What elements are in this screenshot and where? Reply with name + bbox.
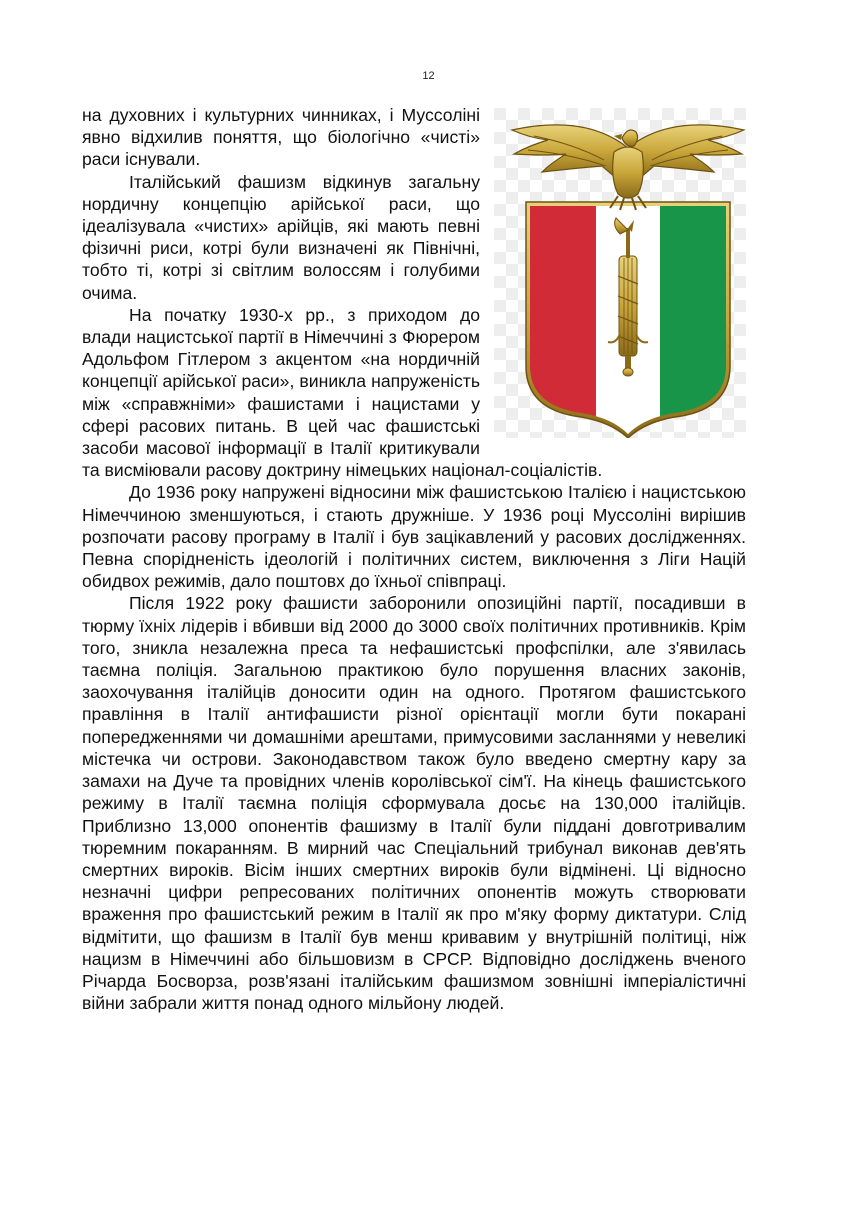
document-body xyxy=(82,104,746,1014)
paragraph-3: На початку 1930-х рр., з приходом до влади нацистської партії в Німеччині з Фюрером Адольфом Гітлером з акцентом «на нордичній концепції арійської раси», виникла напруженість між «справжніми» фашистами і нацистами у сфері расових питань. В цей час фашистські засоби масової інформації в Італії критикували та висміювали расову доктрину німецьких націонал-соціалістів. xyxy=(82,304,603,481)
coat-of-arms-graphic xyxy=(494,108,746,438)
paragraph-4: До 1936 року напружені відносини між фашистською Італією і нацистською Німеччиною зменшуються, і стають дружніше. У 1936 році Муссоліні вирішив розпочати расову програму в Італії і був зацікавлений у расових дослідженнях. Певна спорідненість ідеологій і політичних систем, виключення з Ліги Націй обидвох режимів, дало поштовх до їхньої співпраці. xyxy=(82,482,746,592)
paragraph-5: Після 1922 року фашисти заборонили опозиційні партії, посадивши в тюрму їхніх лідерів і вбивши від 2000 до 3000 своїх політичних противників. Крім того, зникла незалежна преса та нефашистські профспілки, але з'явилась таємна поліція. Загальною практикою було порушення власних законів, заохочування італійців доносити один на одного. Протягом фашистського правління в Італії антифашисти різної орієнтації могли бути покарані попередженнями чи домашніми арештами, примусовими засланнями у невеликі містечка чи острови. Законодавством також було введено смертну кару за замахи на Дуче та провідних членів королівської сім'ї. На кінець фашистського режиму в Італії таємна поліція сформувала досьє на 130,000 італійців. Приблизно 13,000 опонентів фашизму в Італії були піддані довготривалим тюремним покаранням. В мирний час Спеціальний трибунал виконав дев'ять смертних вироків. Вісім інших смертних вироків були відмінені. Ці відносно незначні цифри репресованих політичних опонентів можуть створювати враження про фашистський режим в Італії як про м'яку форму диктатури. Слід відмітити, що фашизм в Італії був менш кривавим у внутрішній політиці, ніж нацизм в Німеччині або більшовизм в СРСР. Відповідно досліджень вченого Річарда Босворза, розв'язані італійським фашизмом зовнішні імперіалістичні війни забрали життя понад одного мільйону людей. xyxy=(82,593,746,1014)
paragraph-2: Італійський фашизм відкинув загальну нордичну концепцію арійської раси, що ідеалізувала «чистих» арійців, які мають певні фізичні риси, котрі були визначені як Північні, тобто ті, котрі зі світлим волоссям і голубими очима. xyxy=(82,171,480,303)
page-number: 12 xyxy=(422,70,435,82)
paragraph-1: на духовних і культурних чинниках, і Муссоліні явно відхилив поняття, що біологічно «чисті» раси існували. xyxy=(82,105,480,170)
coat-of-arms-image xyxy=(494,108,746,438)
